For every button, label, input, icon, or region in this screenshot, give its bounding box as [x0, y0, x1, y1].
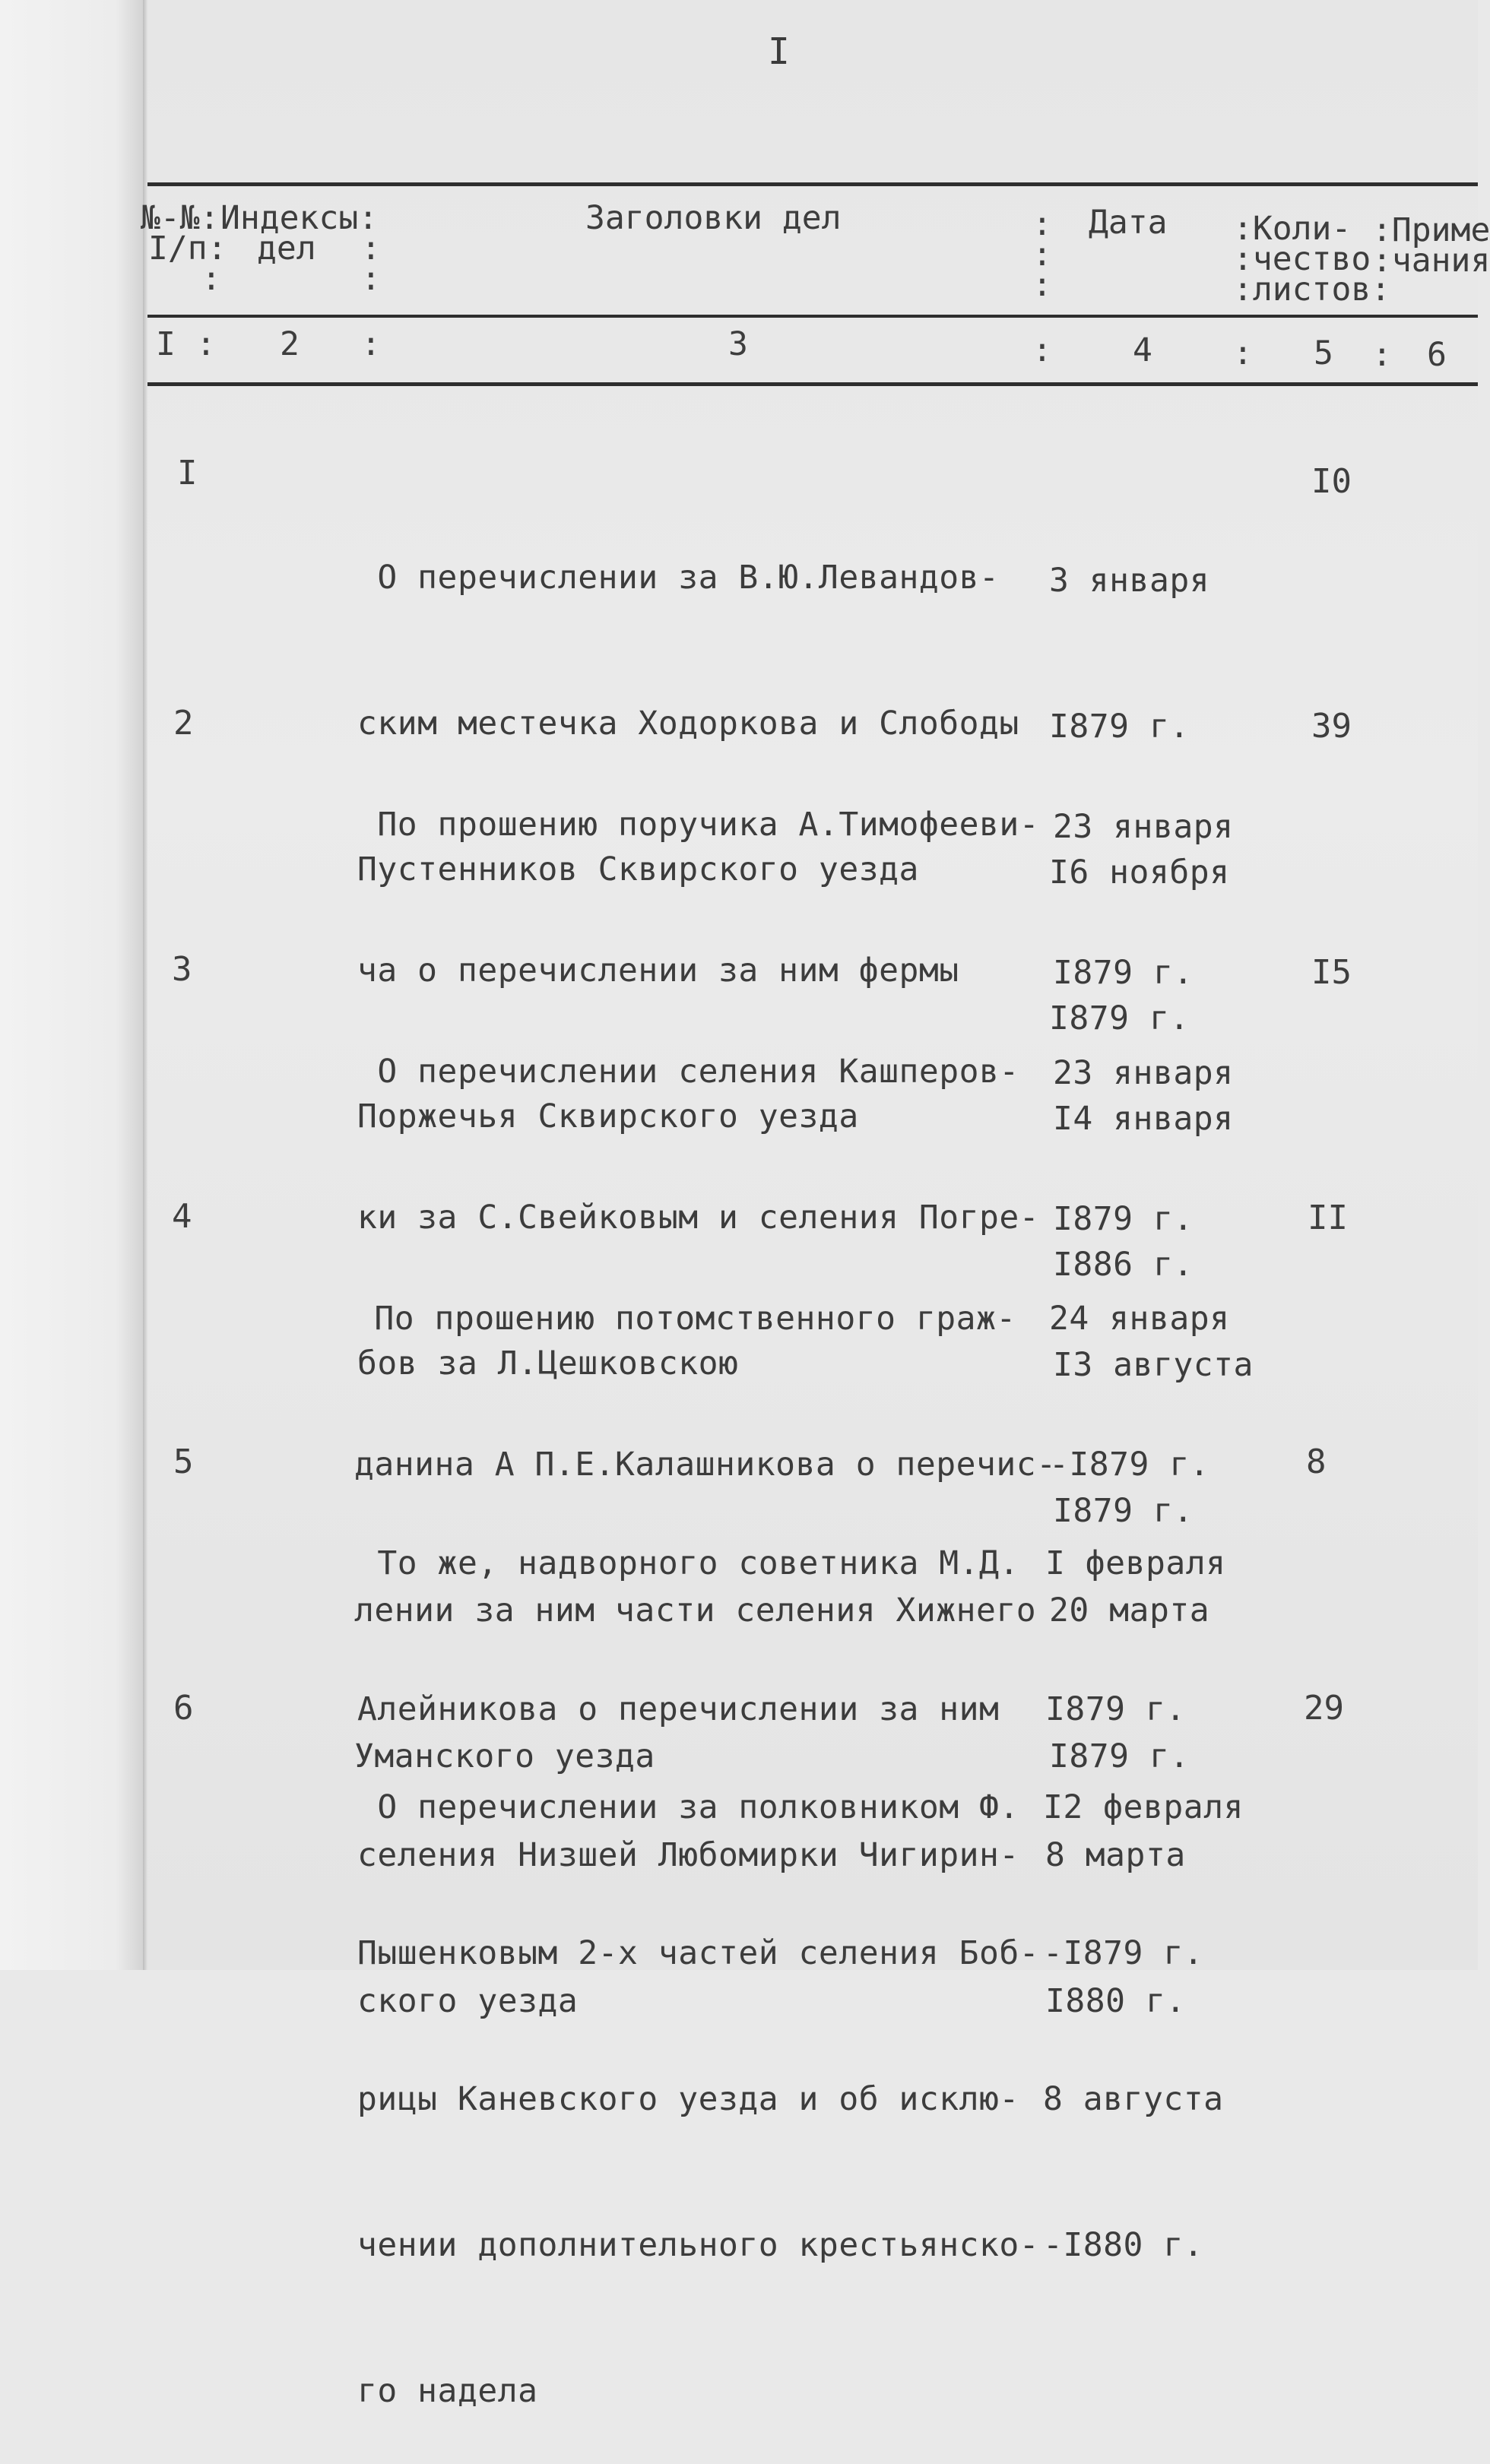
entry-title-line: По прошению поручика А.Тимофееви-: [357, 806, 1040, 844]
header-col6-line2: :чания: [1372, 242, 1490, 280]
entry-title-line: То же, надворного советника М.Д.: [357, 1544, 1019, 1582]
entry-title-line: Пышенковым 2-х частей селения Боб-: [357, 1934, 1040, 1972]
entry-title-line: Поржечья Сквирского уезда: [357, 1097, 859, 1135]
entry-date-line: 24 января: [1049, 1300, 1230, 1338]
entry-date-line: -I879 г.: [1049, 1446, 1210, 1484]
header-col2-line1: Индексы:: [220, 199, 379, 237]
entry-date-line: 23 января: [1053, 1054, 1234, 1092]
header-col1-line2: І/п:: [148, 230, 227, 268]
column-numbers-bottom-rule: [147, 382, 1478, 386]
entry-date-line: 8 марта: [1045, 1836, 1186, 1874]
entry-title-line: По прошению потомственного граж-: [354, 1300, 1016, 1338]
entry-date-line: 20 марта: [1049, 1591, 1210, 1629]
column-number-separator: :: [1032, 331, 1052, 369]
entry-sheet-count: 8: [1306, 1443, 1327, 1481]
entry-title-line: Уманского уезда: [354, 1737, 655, 1775]
entry-number: 6: [173, 1689, 194, 1728]
entry-date-line: I879 г.: [1053, 1492, 1194, 1530]
entry-date-line: I879 г.: [1053, 954, 1194, 992]
entry-title-line: О перечислении селения Кашперов-: [357, 1053, 1019, 1091]
column-number-separator: :: [1372, 336, 1392, 374]
entry-date-line: I4 января: [1053, 1100, 1234, 1138]
entry-date: [1043, 1686, 1244, 2318]
entry-date-line: I880 г.: [1045, 1982, 1186, 2020]
entry-title-line: О перечислении за полковником Ф.: [357, 1788, 1019, 1826]
column-number-4: 4: [1133, 331, 1152, 369]
header-col5-line1: :Коли-: [1233, 210, 1352, 248]
entry-sheet-count: I5: [1311, 953, 1352, 992]
entry-title-line: ча о перечислении за ним фермы: [357, 952, 959, 990]
entry-number: 3: [172, 950, 192, 989]
column-number-separator: :: [1233, 334, 1253, 372]
entry-sheet-count: I0: [1311, 462, 1352, 501]
header-col5-line2: :чество: [1233, 240, 1371, 278]
entry-date-line: I2 февраля: [1043, 1788, 1244, 1826]
entry-title-line: го надела: [357, 2372, 538, 2410]
header-col6-line1: :Приме: [1372, 211, 1490, 249]
entry-date-line: I6 ноября: [1049, 854, 1230, 892]
column-number-1: I: [156, 325, 176, 363]
header-col1-line1: №-№:: [141, 199, 220, 237]
entry-date-line: -I880 г.: [1043, 2226, 1204, 2264]
entry-title-line: ским местечка Ходоркова и Слободы: [357, 705, 1019, 743]
column-number-5: 5: [1314, 334, 1333, 372]
entry-sheet-count: 39: [1311, 707, 1352, 746]
entry-date-line: I февраля: [1045, 1544, 1226, 1582]
header-col1-colon: :: [201, 260, 221, 298]
entry-date-line: 23 января: [1053, 808, 1234, 846]
header-bottom-rule: [147, 315, 1478, 318]
entry-date-line: I879 г.: [1049, 708, 1190, 746]
header-col2-colon: :: [361, 230, 381, 268]
header-col2-colon: :: [361, 260, 381, 298]
header-col5-line3: :листов:: [1233, 271, 1391, 309]
column-number-separator: :: [361, 325, 381, 363]
entry-date-line: 3 января: [1049, 562, 1210, 600]
entry-date-line: 8 августа: [1043, 2080, 1224, 2118]
entry-title-line: ки за С.Свейковым и селения Погре-: [357, 1199, 1040, 1237]
entry-title-line: О перечислении за В.Ю.Левандов-: [357, 559, 1000, 597]
entry-date-line: I879 г.: [1049, 1737, 1190, 1775]
header-col3-colon: :: [1032, 236, 1052, 274]
header-col2-line2: дел: [257, 230, 316, 268]
entry-date-line: I886 г.: [1053, 1246, 1194, 1284]
entry-sheet-count: II: [1308, 1199, 1348, 1237]
header-col3: Заголовки дел: [585, 199, 842, 237]
entry-title-line: Алейникова о перечислении за ним: [357, 1690, 1000, 1728]
column-number-2: 2: [280, 325, 300, 363]
entry-title-line: данина А П.Е.Калашникова о перечис-: [354, 1446, 1057, 1484]
entry-title-line: чении дополнительного крестьянско-: [357, 2226, 1040, 2264]
entry-number: 4: [172, 1197, 192, 1236]
entry-number: 5: [173, 1443, 194, 1481]
binding-margin: [0, 0, 144, 1970]
entry-title-line: селения Низшей Любомирки Чигирин-: [357, 1836, 1019, 1874]
column-number-6: 6: [1427, 336, 1447, 374]
entry-date-line: I879 г.: [1045, 1690, 1186, 1728]
entry-number: I: [177, 454, 198, 492]
entry-date-line: I879 г.: [1049, 999, 1190, 1037]
entry-date-line: -I879 г.: [1043, 1934, 1204, 1972]
header-col3-colon: :: [1032, 266, 1052, 304]
entry-title-line: Пустенников Сквирского уезда: [357, 850, 919, 888]
entry-title: [357, 1686, 1039, 2464]
entry-title-line: ского уезда: [357, 1982, 579, 2020]
header-col3-colon: :: [1032, 205, 1052, 243]
header-top-rule: [147, 182, 1478, 186]
header-col4: Дата: [1089, 204, 1168, 242]
entry-number: 2: [173, 704, 194, 743]
entry-title-line: бов за Л.Цешковскою: [357, 1344, 739, 1382]
column-number-3: 3: [728, 325, 748, 363]
entry-title-line: лении за ним части селения Хижнего: [354, 1591, 1037, 1629]
entry-date-line: I3 августа: [1053, 1346, 1254, 1384]
entry-title-line: рицы Каневского уезда и об исклю-: [357, 2080, 1019, 2118]
entry-sheet-count: 29: [1304, 1689, 1344, 1728]
entry-date-line: I879 г.: [1053, 1200, 1194, 1238]
page-number: I: [768, 30, 790, 73]
column-number-separator: :: [196, 325, 216, 363]
